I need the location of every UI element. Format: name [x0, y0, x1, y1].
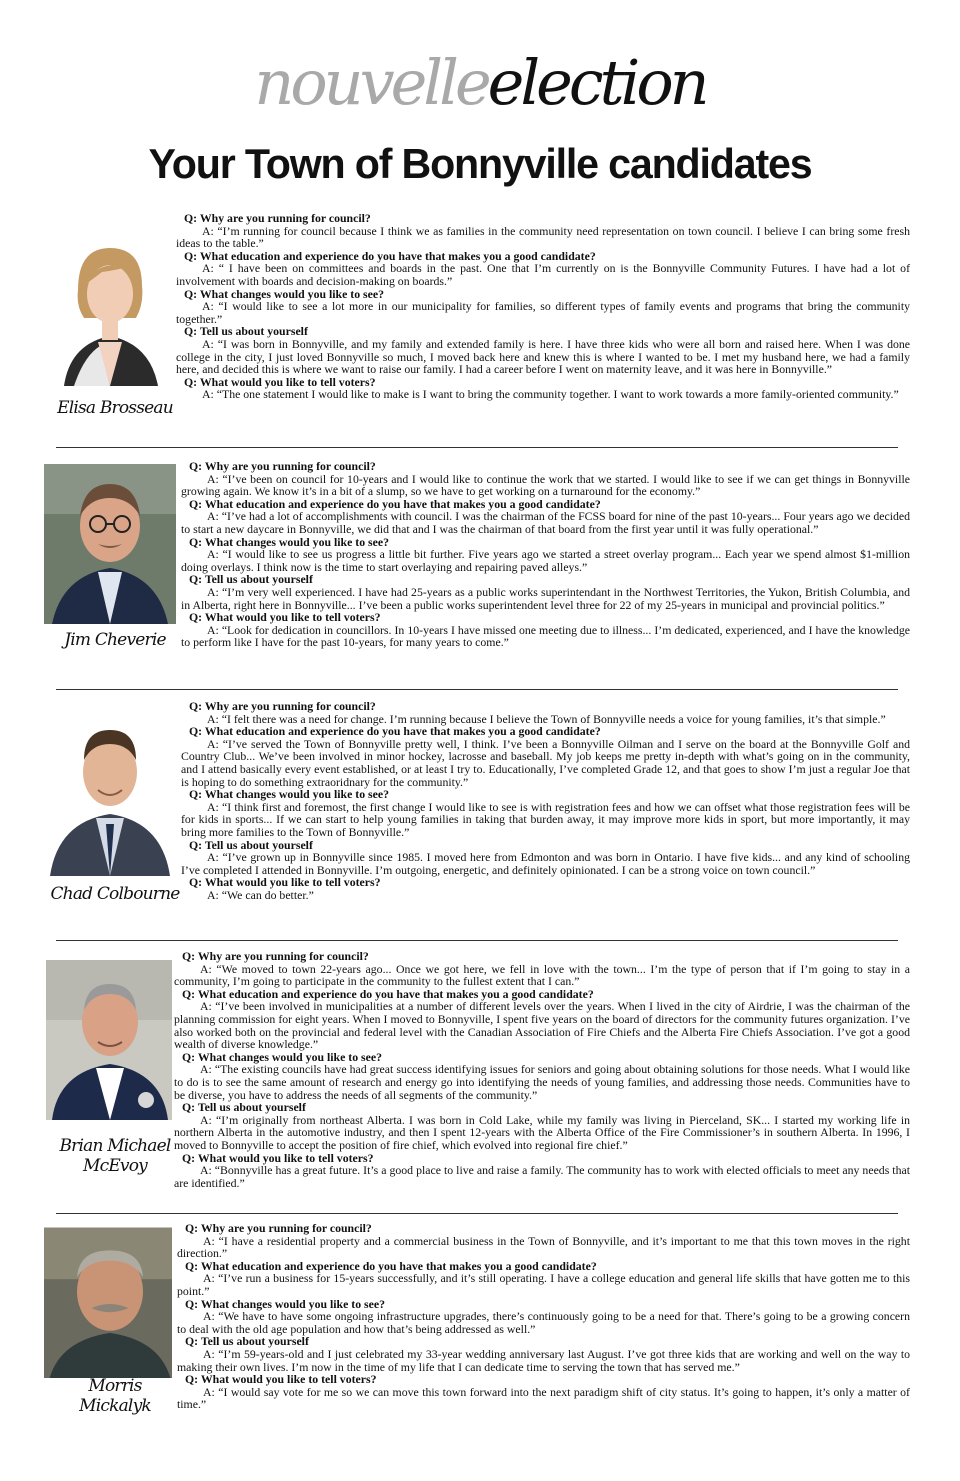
- question: Q: What changes would you like to see?: [185, 1296, 386, 1311]
- question: Q: What education and experience do you have that makes you a good candidate?: [189, 496, 601, 511]
- question: Q: What changes would you like to see?: [184, 286, 385, 301]
- answer: A: “Bonnyville has a great future. It’s a good place to live and raise a family. The community has to work with elected officials to meet any needs that are identified.”: [174, 1163, 910, 1190]
- masthead-part2: election: [487, 46, 706, 119]
- answer: A: “I would like to see a lot more in our municipality for families, so different types of family events and programs that bring the community together.”: [176, 299, 910, 326]
- portrait-man-mustache-icon: [44, 1226, 172, 1378]
- answer: A: “We can do better.”: [207, 887, 314, 902]
- answer: A: “I was born in Bonnyville, and my family and extended family is here. I have three kids who were all born and raised here. When I was done college in the city, I just loved Bonnyville so much, I moved back here and knew this is where I wanted to be. I met my husband here, we had a family here, and decided this is where we want to raise our family. I had a career before I went on maternity leave, and it was here in Bonnyville.”: [176, 336, 910, 377]
- answer: A: “I’m running for council because I think we as families in the community need representation on town council. I believe I can bring some fresh ideas to the table.”: [176, 223, 910, 251]
- section-divider: [56, 447, 898, 448]
- candidate-photo: [44, 960, 172, 1120]
- candidate-qa: [174, 950, 910, 1189]
- answer: A: “I’ve run a business for 15-years successfully, and it’s still operating. I have a college education and general life skills that have gotten me to this point.”: [177, 1271, 910, 1298]
- answer: A: “I’m 59-years-old and I just celebrated my 33-year wedding anniversary last August. I’ve got three kids that are working and well on the way to making their own lives. I’m now in the time of my life that I can dedicate time to serving the town that has served me.”: [177, 1346, 910, 1374]
- question: Q: Tell us about yourself: [182, 1100, 306, 1115]
- question: Q: What changes would you like to see?: [182, 1049, 383, 1064]
- candidate-name: Chad Colbourne: [50, 884, 180, 904]
- candidate-qa: [176, 212, 910, 401]
- question: Q: Tell us about yourself: [189, 572, 313, 587]
- question: Q: What would you like to tell voters?: [184, 374, 376, 389]
- candidate-photo: [44, 226, 176, 386]
- question: Q: What would you like to tell voters?: [189, 875, 381, 890]
- candidate-qa: [177, 1222, 910, 1411]
- question: Q: What changes would you like to see?: [189, 787, 390, 802]
- question: Q: What would you like to tell voters?: [185, 1372, 377, 1387]
- portrait-man-glasses-icon: [44, 464, 176, 624]
- answer: A: “I would say vote for me so we can move this town forward into the next paradigm shift of city status. It’s going to happen, it’s only a matter of time.”: [177, 1384, 910, 1412]
- question: Q: What education and experience do you have that makes you a good candidate?: [189, 724, 601, 739]
- question: Q: What education and experience do you have that makes you a good candidate?: [184, 248, 596, 263]
- section-divider: [56, 1213, 898, 1214]
- candidate-photo: [44, 706, 176, 876]
- answer: A: “I’ve had a lot of accomplishments with council. I was the chairman of the FCSS board for nine of the past 10-years... Four years ago we decided to start a new daycare in Bonnyville, we did that and I was the chairman of that board from the first year until it was fully operational.”: [181, 509, 910, 536]
- candidate-photo: [44, 1226, 172, 1378]
- answer: A: “I’m very well experienced. I have had 25-years as a public works superintendant in the Northwest Territories, the Yukon, British Columbia, and in Alberta, right here in Bonnyville... I’ve been a public works superintendent level three for 22 of my 25-years in municipal and provincial politics.”: [181, 584, 910, 612]
- question: Q: What changes would you like to see?: [189, 534, 390, 549]
- question: Q: Why are you running for council?: [189, 699, 376, 713]
- candidate-photo: [44, 464, 176, 624]
- question: Q: What education and experience do you have that makes you a good candidate?: [182, 986, 594, 1001]
- answer: A: “We moved to town 22-years ago... Once we got here, we fell in love with the town... I’m the type of person that if I’m going to stay in a community, I’m going to participate in the community to the fullest extent that I can.”: [174, 961, 910, 989]
- answer: A: “The one statement I would like to make is I want to bring the community together. I want to work towards a more family-oriented community.”: [202, 387, 899, 402]
- answer: A: “I’m originally from northeast Alberta. I was born in Cold Lake, while my family was living in Pierceland, SK... I started my working life in northern Alberta in the automotive industry, and then I spent 12-years with the Alberta Office of the Fire Commissioner’s in southern Alberta. In 1996, I moved to Bonnyville to accept the position of fire chief, which evolved into regional fire chief.”: [174, 1112, 910, 1152]
- question: Q: Why are you running for council?: [184, 211, 371, 225]
- masthead-logo: [0, 46, 960, 119]
- section-divider: [56, 689, 898, 690]
- answer: A: “ I have been on committees and boards in the past. One that I’m currently on is the Bonnyville Community Futures. I have had a lot of involvement with boards and decision-making on boards.”: [176, 261, 910, 288]
- candidate-name: Jim Cheverie: [64, 630, 166, 650]
- candidate-name: Elisa Brosseau: [57, 398, 173, 418]
- answer: A: “We have to have some ongoing infrastructure upgrades, there’s continuously going to be a need for that. There’s going to be a growing concern to deal with the old age population and how that’s being addressed as well.”: [177, 1309, 910, 1336]
- page-headline: Your Town of Bonnyville candidates: [148, 140, 812, 187]
- answer: A: “I’ve been on council for 10-years and I would like to continue the work that we started. I would like to see if we can get things in Bonnyville growing again. We know it’s in a bit of a slump, so we have to get working on a turnaround for the economy.”: [181, 471, 910, 499]
- answer: A: “I would like to see us progress a little bit further. Five years ago we started a street overlay program... Each year we spend almost $1-million doing overlays. I think now is the time to start overlaying and repairing paved alleys.”: [181, 547, 910, 574]
- question: Q: What education and experience do you have that makes you a good candidate?: [185, 1258, 597, 1273]
- question: Q: Tell us about yourself: [185, 1334, 309, 1349]
- answer: A: “Look for dedication in councillors. In 10-years I have missed one meeting due to illness... I’m dedicated, experienced, and I have the knowledge to perform like I have for the past 10-years, for many years to come.”: [181, 622, 910, 650]
- question: Q: Tell us about yourself: [184, 324, 308, 339]
- answer: A: “I think first and foremost, the first change I would like to see is with registration fees and how we can offset what those registration fees will be for kids in sports... If we can start to help young families in taking that burden away, it may improve more kids in sport, but more importantly, it may bring more families to the Town of Bonnyville.”: [181, 799, 910, 839]
- answer: A: “I’ve served the Town of Bonnyville pretty well, I think. I’ve been a Bonnyville Oilman and I serve on the board at the Bonnyville Golf and Country Club... We’ve been involved in minor hockey, lacrosse and baseball. My job keeps me pretty in-depth with what’s going on in the community, and I attend basically every event established, or at least I try to. Educationally, I’ve completed Grade 12, and that goes to show I’m just a regular Joe that is hoping to do something extraoridnary for the community.”: [181, 736, 910, 789]
- candidate-qa: [181, 700, 910, 902]
- question: Q: Why are you running for council?: [189, 459, 376, 473]
- answer: A: “The existing councils have had great success identifying issues for seniors and going about obtaining solutions for those needs. What I would like to do is to see the same amount of research and energy go into identifying the needs of young families, and addressing those needs. Communities have to be diverse, you have to address the needs of all segments of the community.”: [174, 1062, 910, 1102]
- portrait-man-suit-icon: [44, 706, 176, 876]
- section-divider: [56, 940, 898, 941]
- candidate-qa: [181, 460, 910, 649]
- answer: A: “I’ve been involved in municipalities at a number of different levels over the years. When I lived in the city of Airdrie, I was the chairman of the planning commission for eight years. When I moved to Bonnyville, I spent five years on the board of directors for the community futures organization. I’ve also worked both on the provincial and federal level with the Canadian Association of Fire Chiefs and the Alberta Fire Chiefs Association. I’ve got a good wealth of diverse knowledge.”: [174, 999, 910, 1052]
- candidate-name: Brian Michael McEvoy: [59, 1136, 171, 1176]
- answer: A: “I’ve grown up in Bonnyville since 1985. I moved here from Edmonton and was born in Ontario. I have five kids... and any kind of schooling I’ve completed I attended in Bonnyville. I’m outgoing, energetic, and definitely opinionated. I can be a strong voice on town council.”: [181, 850, 910, 877]
- question: Q: Why are you running for council?: [182, 949, 369, 963]
- masthead-part1: nouvelle: [254, 46, 488, 119]
- portrait-fire-chief-icon: [44, 960, 172, 1120]
- answer: A: “I felt there was a need for change. I’m running because I believe the Town of Bonnyville needs a voice for young families, it’s that simple.”: [207, 711, 886, 726]
- answer: A: “I have a residential property and a commercial business in the Town of Bonnyville, and it’s important to me that this town moves in the right direction.”: [177, 1233, 910, 1261]
- candidate-name: Morris Mickalyk: [79, 1376, 151, 1416]
- portrait-woman-icon: [44, 226, 176, 386]
- question: Q: What would you like to tell voters?: [182, 1150, 374, 1165]
- question: Q: Why are you running for council?: [185, 1221, 372, 1235]
- question: Q: What would you like to tell voters?: [189, 610, 381, 625]
- question: Q: Tell us about yourself: [189, 837, 313, 852]
